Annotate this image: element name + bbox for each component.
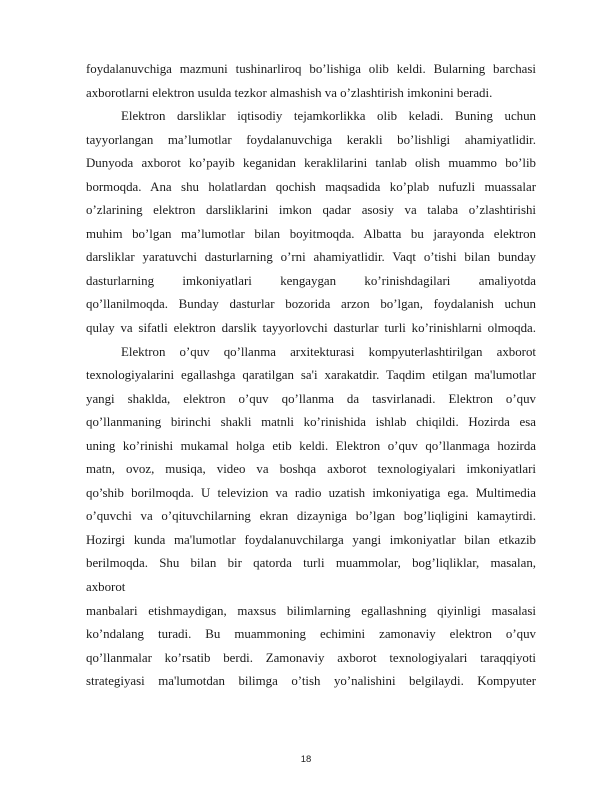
page-number: 18 — [300, 754, 312, 765]
text-line: muhim bo’lgan ma’lumotlar bilan boyitmoqda. Albatta bu jarayonda elektron — [86, 226, 536, 241]
text-line: Dunyoda axborot ko’payib keganidan keraklilarini tanlab olish muammo bo’lib — [86, 156, 536, 171]
text-line: ko’ndalang turadi. Bu muammoning echimini zamonaviy elektron o’quv — [86, 627, 536, 642]
text-line: o’zlarining elektron darsliklarini imkon qadar asosiy va talaba o’zlashtirishi — [86, 203, 536, 218]
text-line: manbalari etishmaydigan, maxsus bilimlarning egallashning qiyinligi masalasi — [86, 603, 536, 618]
text-line: tayyorlangan ma’lumotlar foydalanuvchiga kerakli bo’lishligi ahamiyatlidir. — [86, 132, 536, 147]
text-line: qulay va sifatli elektron darslik tayyorlovchi dasturlar turli ko’rinishlarni olmoqda. — [86, 321, 536, 336]
text-line: darsliklar yaratuvchi dasturlarning o’rni ahamiyatlidir. Vaqt o’tishi bilan bunday — [86, 250, 536, 265]
text-line: axborotlarni elektron usulda tezkor almashish va o’zlashtirish imkonini beradi. — [86, 85, 493, 100]
text-line: yangi shaklda, elektron o’quv qo’llanma da tasvirlanadi. Elektron o’quv — [86, 391, 536, 406]
text-line: dasturlarning imkoniyatlari kengaygan ko’rinishdagilari amaliyotda — [86, 273, 536, 288]
text-line: qo’llanmalar ko’rsatib berdi. Zamonaviy axborot texnologiyalari taraqqiyoti — [86, 650, 536, 665]
text-line: Elektron darsliklar iqtisodiy tejamkorlikka olib keladi. Buning uchun — [121, 109, 536, 124]
text-line: qo’llanilmoqda. Bunday dasturlar bozorida arzon bo’lgan, foydalanish uchun — [86, 297, 536, 312]
text-line: matn, ovoz, musiqa, video va boshqa axborot texnologiyalari imkoniyatlari — [86, 462, 536, 477]
text-line: qo’llanmaning birinchi shakli matnli ko’rinishida ishlab chiqildi. Hozirda esa — [86, 415, 536, 430]
text-line: qo’shib borilmoqda. U televizion va radio uzatish imkoniyatiga ega. Multimedia — [86, 485, 536, 500]
text-line: Hozirgi kunda ma'lumotlar foydalanuvchilarga yangi imkoniyatlar bilan etkazib — [86, 532, 536, 547]
body-text — [86, 58, 536, 694]
text-line: Elektron o’quv qo’llanma arxitekturasi kompyuterlashtirilgan axborot — [121, 344, 536, 359]
text-line: strategiyasi ma'lumotdan bilimga o’tish yo’nalishini belgilaydi. Kompyuter — [86, 674, 536, 689]
text-line: berilmoqda. Shu bilan bir qatorda turli muammolar, bog’liqliklar, masalan, — [86, 556, 536, 571]
text-line: axborot — [86, 580, 126, 595]
text-line: uning ko’rinishi mukamal holga etib keldi. Elektron o’quv qo’llanmaga hozirda — [86, 438, 536, 453]
text-line: bormoqda. Ana shu holatlardan qochish maqsadida ko’plab nufuzli muassalar — [86, 179, 536, 194]
text-line: foydalanuvchiga mazmuni tushinarliroq bo’lishiga olib keldi. Bularning barchasi — [86, 62, 536, 76]
text-line: o’quvchi va o’qituvchilarning ekran dizayniga bo’lgan bog’liqligini kamaytirdi. — [86, 509, 536, 524]
text-line: texnologiyalarini egallashga qaratilgan sa'i xarakatdir. Taqdim etilgan ma'lumotlar — [86, 368, 536, 383]
